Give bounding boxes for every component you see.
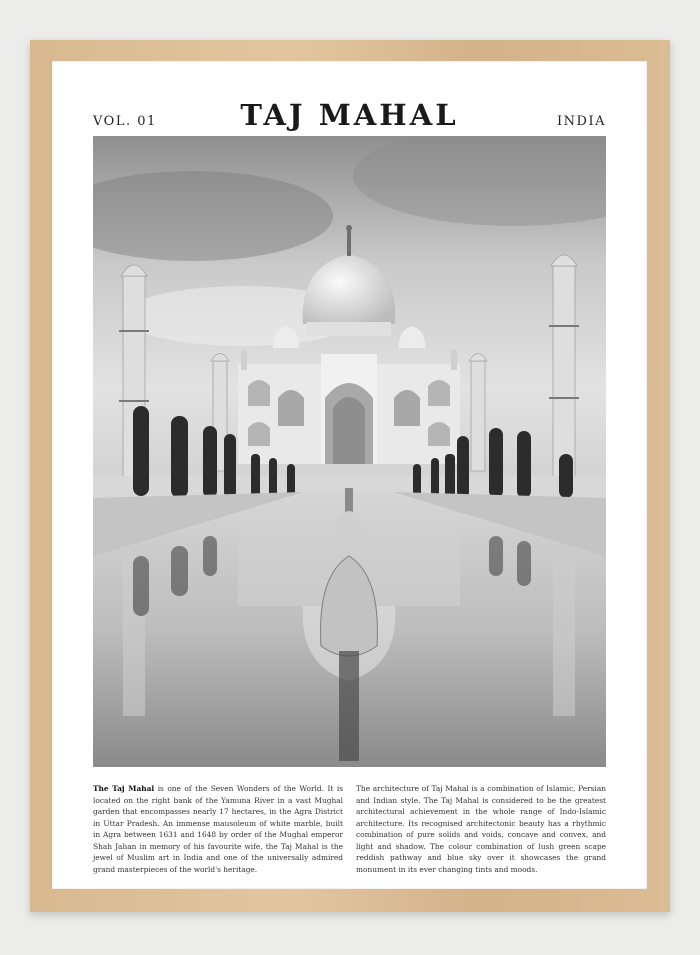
body-text-1: is one of the Seven Wonders of the World. It is located on the right bank of the Yamuna River in a vast Mughal garden that encompasses nearly 17 hectares, in the Agra District in Uttar Pradesh. An immense mausoleum of white marble, built in Agra between 1631 and 1648 by order of the Mughal emperor Shah Jahan in memory of his favourite wife, the Taj Mahal is the jewel of Muslim art in India and one of the universally admired grand masterpieces of the world's heritage.	[93, 784, 343, 874]
taj-mahal-photo	[93, 136, 606, 767]
poster-title: TAJ MAHAL	[240, 98, 459, 132]
photo-illustration	[93, 136, 606, 767]
country-label: INDIA	[557, 114, 606, 129]
lead-text: The Taj Mahal	[93, 784, 155, 793]
description-column-2	[356, 783, 606, 875]
poster	[52, 61, 647, 889]
body-text-2: The architecture of Taj Mahal is a combination of Islamic, Persian and Indian style. The Taj Mahal is considered to be the greatest architectural achievement in the whole range of Indo-Islamic architecture. Its recognised architectonic beauty has a rhythmic combination of pure solids and voids, concave and convex, and light and shadow. The colour combination of lush green scape reddish pathway and blue sky over it showcases the grand monument in its ever changing tints and moods.	[356, 784, 606, 874]
volume-label: VOL. 01	[93, 114, 157, 129]
description-column-1	[93, 783, 343, 875]
